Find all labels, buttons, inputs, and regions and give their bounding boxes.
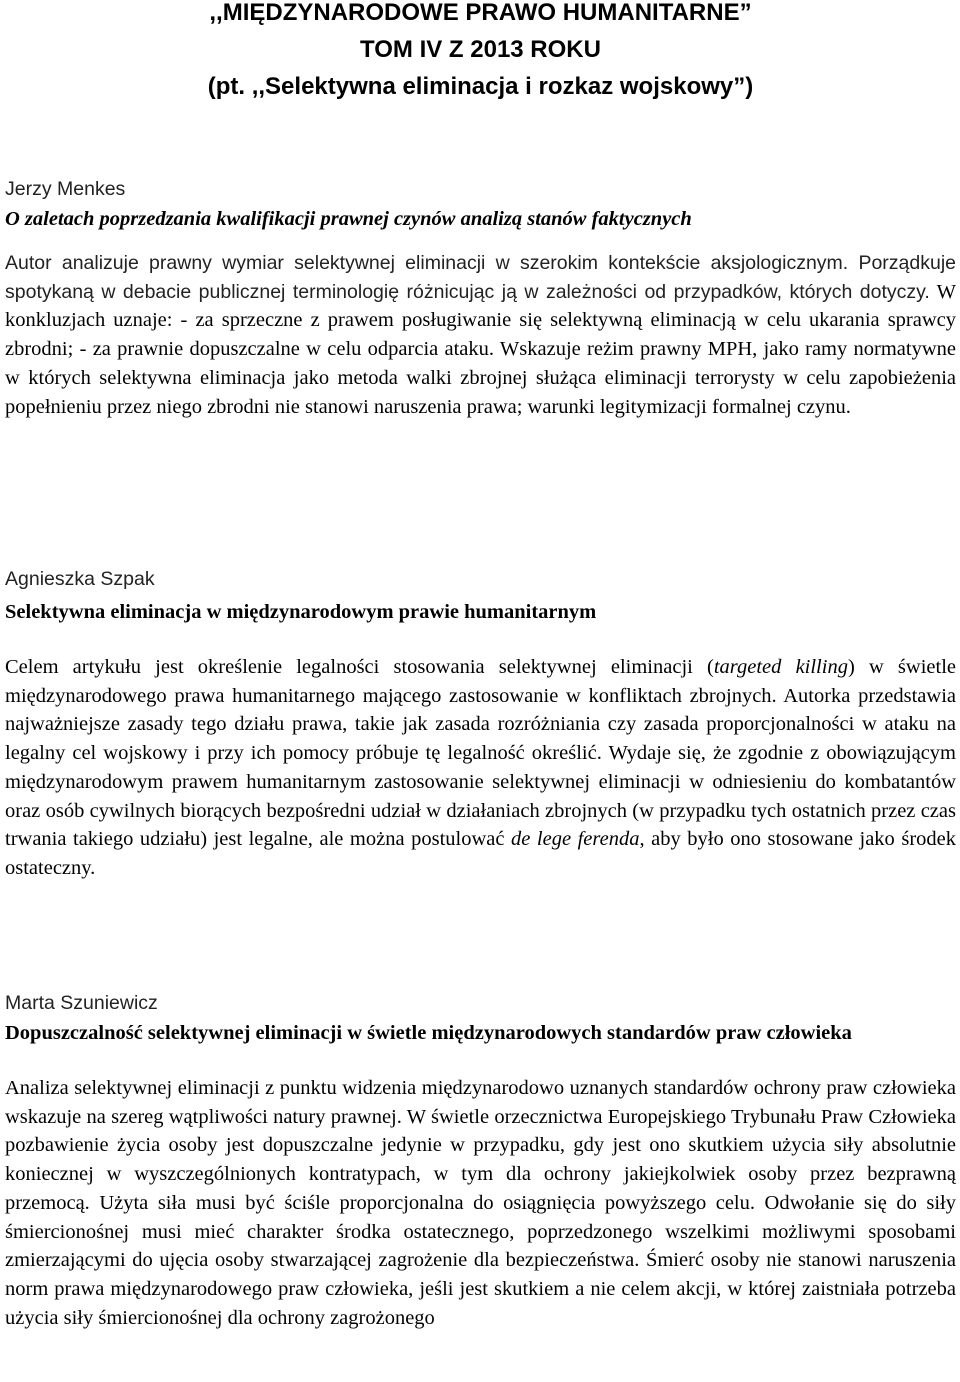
article-author: Marta Szuniewicz [5,992,158,1014]
article-title: Dopuszczalność selektywnej eliminacji w świetle międzynarodowych standardów praw człowieka [5,1022,852,1044]
article-szuniewicz [5,988,956,1332]
article-abstract [5,653,956,883]
abstract-part-a: Celem artykułu jest określenie legalności stosowania selektywnej eliminacji ( [5,656,714,678]
article-abstract [5,249,956,421]
document-page [5,0,957,1329]
abstract-part-c: , aby było ono stosowane jako środek ostateczny. [5,828,956,879]
article-abstract: Analiza selektywnej eliminacji z punktu widzenia międzynarodowo uznanych standardów ochrony praw człowieka wskazuje na szereg wątpliwości natury prawnej. W świetle orzecznictwa Europejskiego Trybunału Praw Człowieka pozbawienie życia osoby jest dopuszczalne jedynie w przypadku, gdy jest ono skutkiem użycia siły absolutnie koniecznej w wyszczególnionych kontratypach, w tym dla ochrony jakiejkolwiek osoby przez bezprawną przemocą. Użyta siła musi być ściśle proporcjonalna do osiągnięcia powyższego celu. Odwołanie się do siły śmiercionośnej musi mieć charakter środka ostatecznego, poprzedzonego wszelkimi możliwymi sposobami zmierzającymi do ujęcia osoby stwarzającej zagrożenie dla bezpieczeństwa. Śmierć osoby nie stanowi naruszenia norm prawa międzynarodowego praw człowieka, jeśli jest skutkiem a nie celem akcji, w której zaistniała potrzeba użycia siły śmiercionośnej dla ochrony zagrożonego [5,1077,956,1329]
article-title: O zaletach poprzedzania kwalifikacji prawnej czynów analizą stanów faktycznych [5,208,692,230]
abstract-part-b: ) w świetle międzynarodowego prawa humanitarnego mającego zastosowanie w konfliktach zbrojnych. Autorka przedstawia najważniejsze zasady tego działu prawa, takie jak zasada rozróżniania czy zasada proporcjonalności w ataku na legalny cel wojskowy i przy ich pomocy próbuje tę legalność określić. Wydaje się, że zgodnie z obowiązującym międzynarodowym prawem humanitarnym zastosowanie selektywnej eliminacji w odniesieniu do kombatantów oraz osób cywilnych biorących bezpośredni udział w działaniach zbrojnych (w przypadku tych ostatnich przez czas trwania takiego udziału) jest legalne, ale można postulować [5,656,956,851]
article-szpak [5,564,956,883]
document-header [5,0,956,105]
article-author: Jerzy Menkes [5,178,126,200]
abstract-emphasis-2: de lege ferenda [511,828,640,851]
header-line-3: (pt. ,,Selektywna eliminacja i rozkaz wojskowy”) [207,73,754,100]
article-menkes [5,174,956,421]
article-title: Selektywna eliminacja w międzynarodowym prawie humanitarnym [5,601,597,623]
abstract-part-2: W konkluzjach uznaje: - za sprzeczne z prawem posługiwanie się selektywną eliminacją w celu ukarania sprawcy zbrodni; - za prawnie dopuszczalne w celu odparcia ataku. Wskazuje reżim prawny MPH, jako ramy normatywne w których selektywna eliminacja jako metoda walki zbrojnej służąca eliminacji terrorysty w celu zapobieżenia popełnieniu przez niego zbrodni nie stanowi naruszenia prawa; warunki legitymizacji formalnej czynu. [5,280,957,418]
abstract-part-1: Autor analizuje prawny wymiar selektywnej eliminacji w szerokim kontekście aksjologicznym. Porządkuje spotykaną w debacie publicznej terminologię różnicując ją w zależności od przypadków, których dotyczy. [5,252,956,303]
header-line-2: TOM IV Z 2013 ROKU [360,36,601,63]
article-author: Agnieszka Szpak [5,568,155,590]
header-line-1: ,,MIĘDZYNARODOWE PRAWO HUMANITARNE” [209,0,752,26]
abstract-emphasis-1: targeted killing [713,656,848,678]
